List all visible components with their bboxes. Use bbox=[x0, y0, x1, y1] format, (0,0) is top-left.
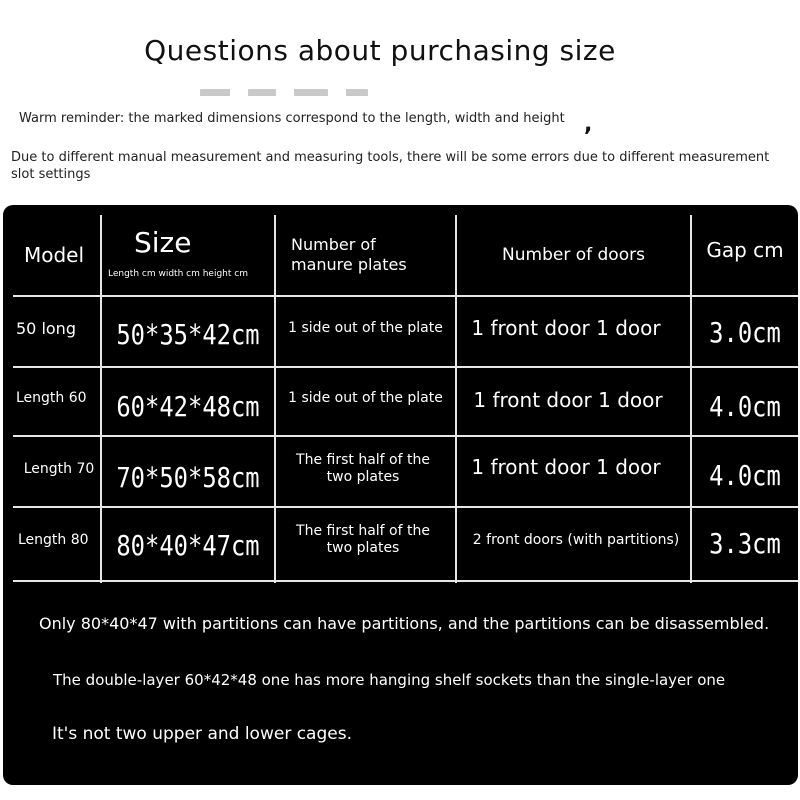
header-model: Model bbox=[23, 243, 85, 267]
table-row-gap: 3.3cm bbox=[709, 526, 781, 560]
table-row-plates: 1 side out of the plate bbox=[288, 319, 443, 336]
table-row-size: 60*42*48cm bbox=[116, 389, 260, 423]
header-doors: Number of doors bbox=[502, 245, 645, 265]
table-row-doors: 2 front doors (with partitions) bbox=[472, 532, 680, 548]
table-row-gap: 4.0cm bbox=[709, 458, 781, 492]
table-row-size: 50*35*42cm bbox=[116, 317, 260, 351]
faded-text-fragment bbox=[200, 84, 390, 96]
table-row-model: Length 60 bbox=[16, 390, 87, 406]
header-plates: Number of manure plates bbox=[291, 235, 407, 274]
table-row-size: 70*50*58cm bbox=[116, 460, 260, 494]
table-row-doors: 1 front door 1 door bbox=[471, 316, 661, 340]
table-row-doors: 1 front door 1 door bbox=[473, 388, 663, 412]
table-row-gap: 4.0cm bbox=[709, 389, 781, 423]
table-row-gap: 3.0cm bbox=[709, 315, 781, 349]
note-cages: It's not two upper and lower cages. bbox=[52, 724, 352, 744]
table-row-model: 50 long bbox=[16, 318, 76, 338]
note-double-layer: The double-layer 60*42*48 one has more hanging shelf sockets than the single-layer one bbox=[53, 671, 726, 689]
warm-reminder-text: Warm reminder: the marked dimensions correspond to the length, width and height bbox=[19, 111, 565, 126]
header-gap: Gap cm bbox=[706, 238, 784, 262]
page-title: Questions about purchasing size bbox=[144, 34, 616, 67]
table-row-model: Length 80 bbox=[18, 532, 89, 548]
measurement-notice: Due to different manual measurement and measuring tools, there will be some errors due to different measurement slot settings bbox=[11, 150, 770, 182]
table-row-model: Length 70 bbox=[23, 461, 95, 477]
header-size bbox=[102, 210, 274, 295]
table-row-plates: 1 side out of the plate bbox=[288, 389, 443, 406]
table-row-size: 80*40*47cm bbox=[116, 528, 260, 562]
table-row-plates: The first half of the two plates bbox=[296, 452, 430, 485]
table-row-plates: The first half of the two plates bbox=[296, 523, 430, 556]
reminder-comma: , bbox=[584, 112, 593, 137]
header-size-sublabel: Length cm width cm height cm bbox=[108, 269, 248, 279]
note-partitions: Only 80*40*47 with partitions can have partitions, and the partitions can be disassembled. bbox=[39, 614, 770, 633]
row-divider bbox=[13, 580, 798, 582]
table-row-doors: 1 front door 1 door bbox=[471, 455, 661, 479]
header-size-label: Size bbox=[134, 226, 192, 259]
size-table-panel bbox=[3, 205, 798, 785]
